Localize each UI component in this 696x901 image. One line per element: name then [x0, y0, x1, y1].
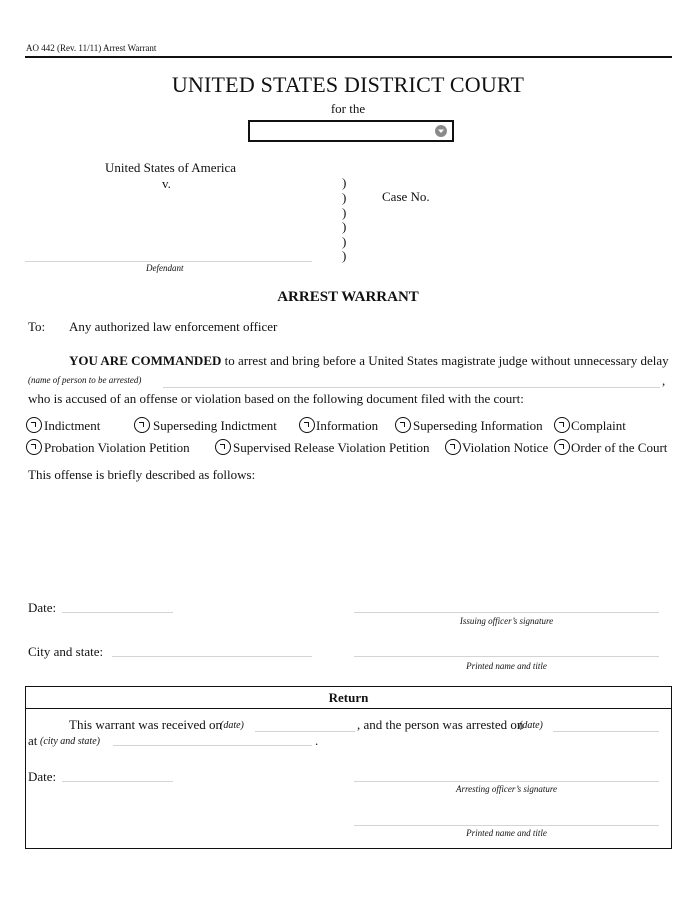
complaint-label: Complaint [571, 418, 626, 433]
at-label: at [28, 733, 38, 748]
printed-name-field[interactable] [354, 656, 659, 657]
arrest-location-field[interactable] [113, 745, 312, 746]
arresting-signature-field[interactable] [354, 781, 659, 782]
arresting-signature-label: Arresting officer’s signature [456, 784, 557, 794]
commanded-bold: YOU ARE COMMANDED [69, 353, 222, 368]
issue-date-label: Date: [28, 600, 57, 615]
superseding-information-checkbox[interactable] [395, 417, 411, 433]
warrant-title: ARREST WARRANT [277, 289, 419, 305]
caption-paren: ) [342, 205, 347, 220]
court-title: UNITED STATES DISTRICT COURT [171, 72, 525, 97]
complaint-checkbox[interactable] [554, 417, 570, 433]
to-label: To: [28, 319, 46, 334]
period: . [315, 733, 319, 748]
header-rule [25, 56, 672, 58]
violation-notice-label: Violation Notice [462, 440, 549, 455]
received-date-hint: (date) [220, 720, 244, 731]
received-date-field[interactable] [255, 731, 355, 732]
issuing-signature-field[interactable] [354, 612, 659, 613]
city-state-hint: (city and state) [40, 736, 100, 747]
plaintiff-name: United States of America [105, 160, 237, 175]
district-select[interactable] [248, 120, 454, 142]
arrested-text: , and the person was arrested on [357, 717, 524, 732]
order-of-the-court-checkbox[interactable] [554, 439, 570, 455]
arrested-date-hint: (date) [519, 720, 543, 731]
city-state-label: City and state: [28, 644, 104, 659]
case-no-label: Case No. [382, 189, 430, 204]
return-date-field[interactable] [62, 781, 173, 782]
superseding-indictment-label: Superseding Indictment [153, 418, 277, 433]
caption-paren: ) [342, 248, 347, 263]
commanded-rest: to arrest and bring before a United States magistrate judge without unnecessary delay [221, 353, 669, 368]
issue-date-field[interactable] [62, 612, 173, 613]
superseding-information-label: Superseding Information [413, 418, 543, 433]
to-recipient: Any authorized law enforcement officer [69, 319, 278, 334]
violation-notice-checkbox[interactable] [445, 439, 461, 455]
information-checkbox[interactable] [299, 417, 315, 433]
defendant-label: Defendant [146, 263, 184, 273]
caption-paren: ) [342, 234, 347, 249]
supervised-release-violation-petition-label: Supervised Release Violation Petition [233, 440, 430, 455]
return-date-label: Date: [28, 769, 57, 784]
offense-label: This offense is briefly described as follows: [28, 467, 256, 482]
versus-label: v. [162, 176, 171, 191]
return-title: Return [26, 687, 671, 709]
name-label: (name of person to be arrested) [28, 375, 142, 385]
received-text: This warrant was received on [69, 717, 223, 732]
probation-violation-petition-label: Probation Violation Petition [44, 440, 190, 455]
form-id: AO 442 (Rev. 11/11) Arrest Warrant [26, 43, 157, 53]
indictment-checkbox[interactable] [26, 417, 42, 433]
issuing-signature-label: Issuing officer’s signature [459, 616, 554, 626]
printed-name-label: Printed name and title [466, 661, 547, 671]
arrested-date-field[interactable] [553, 731, 659, 732]
order-of-the-court-label: Order of the Court [571, 440, 668, 455]
caption-paren: ) [342, 175, 347, 190]
supervised-release-violation-petition-checkbox[interactable] [215, 439, 231, 455]
offense-description-field[interactable] [28, 486, 668, 586]
accused-text: who is accused of an offense or violation based on the following document filed with the court: [28, 391, 524, 406]
return-printed-name-label: Printed name and title [466, 828, 547, 838]
caption-paren: ) [342, 190, 347, 205]
return-printed-name-field[interactable] [354, 825, 659, 826]
city-state-field[interactable] [112, 656, 312, 657]
commanded-text [69, 353, 669, 369]
name-comma: , [662, 373, 666, 388]
chevron-down-icon[interactable] [435, 125, 447, 137]
caption-paren: ) [342, 219, 347, 234]
for-the-label: for the [330, 101, 366, 116]
defendant-field[interactable] [25, 261, 312, 262]
arrestee-name-field[interactable] [163, 387, 660, 388]
indictment-label: Indictment [44, 418, 101, 433]
information-label: Information [316, 418, 379, 433]
superseding-indictment-checkbox[interactable] [134, 417, 150, 433]
probation-violation-petition-checkbox[interactable] [26, 439, 42, 455]
